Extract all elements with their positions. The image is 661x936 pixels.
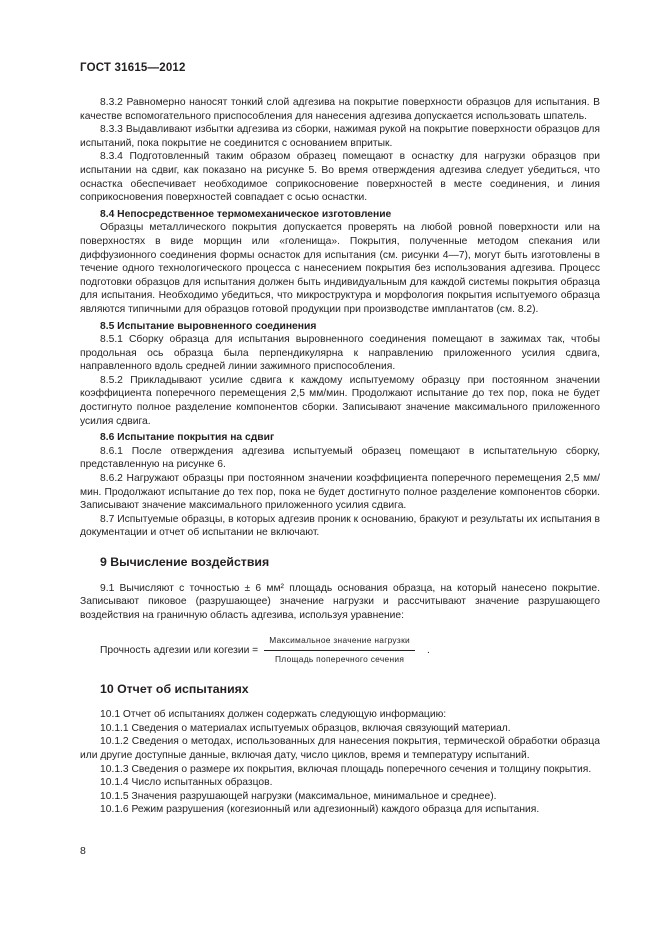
paragraph-8-6-2: 8.6.2 Нагружают образцы при постоянном значении коэффициента поперечного перемещения 2,5 мм/мин. Продолжают испытание до тех пор, пока не будет достигнуто полное разделение компонентов сборки. Записывают значение максимального приложенного усилия сдвига. (80, 473, 600, 512)
section-heading-9: 9 Вычисление воздействия (100, 555, 270, 569)
paragraph-10-1-1: 10.1.1 Сведения о материалах испытуемых образцов, включая связующий материал. (100, 722, 511, 734)
paragraph-10-1: 10.1 Отчет об испытаниях должен содержать следующую информацию: (100, 709, 447, 721)
formula-end: . (427, 644, 430, 656)
paragraph-10-1-5: 10.1.5 Значения разрушающей нагрузки (максимальное, минимальное и среднее). (100, 790, 497, 802)
subheading-8-4: 8.4 Непосредственное термомеханическое изготовление (100, 208, 392, 220)
page-number: 8 (80, 845, 86, 857)
formula-denominator: Площадь поперечного сечения (274, 653, 405, 664)
formula-fraction (264, 634, 415, 666)
paragraph-8-5-2: 8.5.2 Прикладывают усилие сдвига к каждому испытуемому образцу при постоянном значении коэффициента поперечного перемещения 2,5 мм/мин. Продолжают испытание до тех пор, пока не будет достигнуто полное разделение компонентов сборки. Записывают значение максимального приложенного усилия сдвига. (80, 374, 600, 427)
paragraph-8-6-1: 8.6.1 После отверждения адгезива испытуемый образец помещают в испытательную сборку, представленную на рисунке 6. (80, 445, 600, 471)
formula-lhs: Прочность адгезии или когезии = (100, 644, 259, 656)
paragraph-10-1-3: 10.1.3 Сведения о размере их покрытия, включая площадь поперечного сечения и толщину покрытия. (100, 763, 592, 775)
paragraph-8-7: 8.7 Испытуемые образцы, в которых адгезив проник к основанию, бракуют и результаты их испытания в документации и отчет об испытании не включают. (80, 513, 600, 539)
paragraph-10-1-4: 10.1.4 Число испытанных образцов. (100, 777, 273, 789)
subheading-8-6: 8.6 Испытание покрытия на сдвиг (100, 432, 275, 444)
paragraph-8-5-1: 8.5.1 Сборку образца для испытания выровненного соединения помещают в зажимах так, чтобы продольная ось образца была перпендикулярна к направлению приложенного усилия сдвига, направленного вдоль средней линии зажимного приспособления. (80, 334, 600, 373)
paragraph-10-1-6: 10.1.6 Режим разрушения (когезионный или адгезионный) каждого образца для испытания. (100, 804, 540, 816)
document-code: ГОСТ 31615—2012 (80, 62, 186, 74)
formula-numerator: Максимальное значение нагрузки (264, 634, 415, 651)
paragraph-8-3-2: 8.3.2 Равномерно наносят тонкий слой адгезива на покрытие поверхности образцов для испытания. В качестве вспомогательного приспособления для нанесения адгезива допускается использовать шпатель. (80, 97, 600, 122)
subheading-8-5: 8.5 Испытание выровненного соединения (100, 320, 317, 332)
document-body (80, 96, 600, 817)
paragraph-8-3-4: 8.3.4 Подготовленный таким образом образец помещают в оснастку для нагрузки образцов при испытании на сдвиг, как показано на рисунке 5. Во время отверждения адгезива следует убедиться, что оснастка обеспечивает необходимое соприкосновение поверхностей в месте соединения, и линия соприкосновения поверхностей совпадает с осью оснастки. (80, 151, 600, 204)
strength-formula (100, 634, 600, 666)
paragraph-9-1: 9.1 Вычисляют с точностью ± 6 мм² площадь основания образца, на который нанесено покрытие. Записывают пиковое (разрушающее) значение нагрузки и рассчитывают значение разрушающего воздействия на граничную область адгезива, используя уравнение: (80, 582, 600, 621)
section-heading-10: 10 Отчет об испытаниях (100, 681, 249, 696)
paragraph-8-4: Образцы металлического покрытия допускается проверять на любой ровной поверхности или на поверхностях в виде морщин или «голенища». Покрытия, полученные методом спекания или диффузионного соединения формы оснасток для испытания (см. рисунки 4—7), могут быть изготовлены в течение одного технологического процесса с нанесением покрытия без использования адгезива. Процесс подготовки образцов для испытания должен быть индивидуальным для каждой системы покрытия образца для испытания. Необходимо убедиться, что микроструктура и морфология покрытия испытуемого образца являются типичными для образцов готовой продукции при производстве имплантатов (см. 8.2). (80, 222, 600, 315)
paragraph-8-3-3: 8.3.3 Выдавливают избытки адгезива из сборки, нажимая рукой на покрытие поверхности образцов для испытаний, пока покрытие не соединится с основанием впритык. (80, 124, 600, 149)
paragraph-10-1-2: 10.1.2 Сведения о методах, использованных для нанесения покрытия, термической обработки образца или другие доступные данные, включая дату, число циклов, время и температуру испытаний. (80, 736, 600, 761)
